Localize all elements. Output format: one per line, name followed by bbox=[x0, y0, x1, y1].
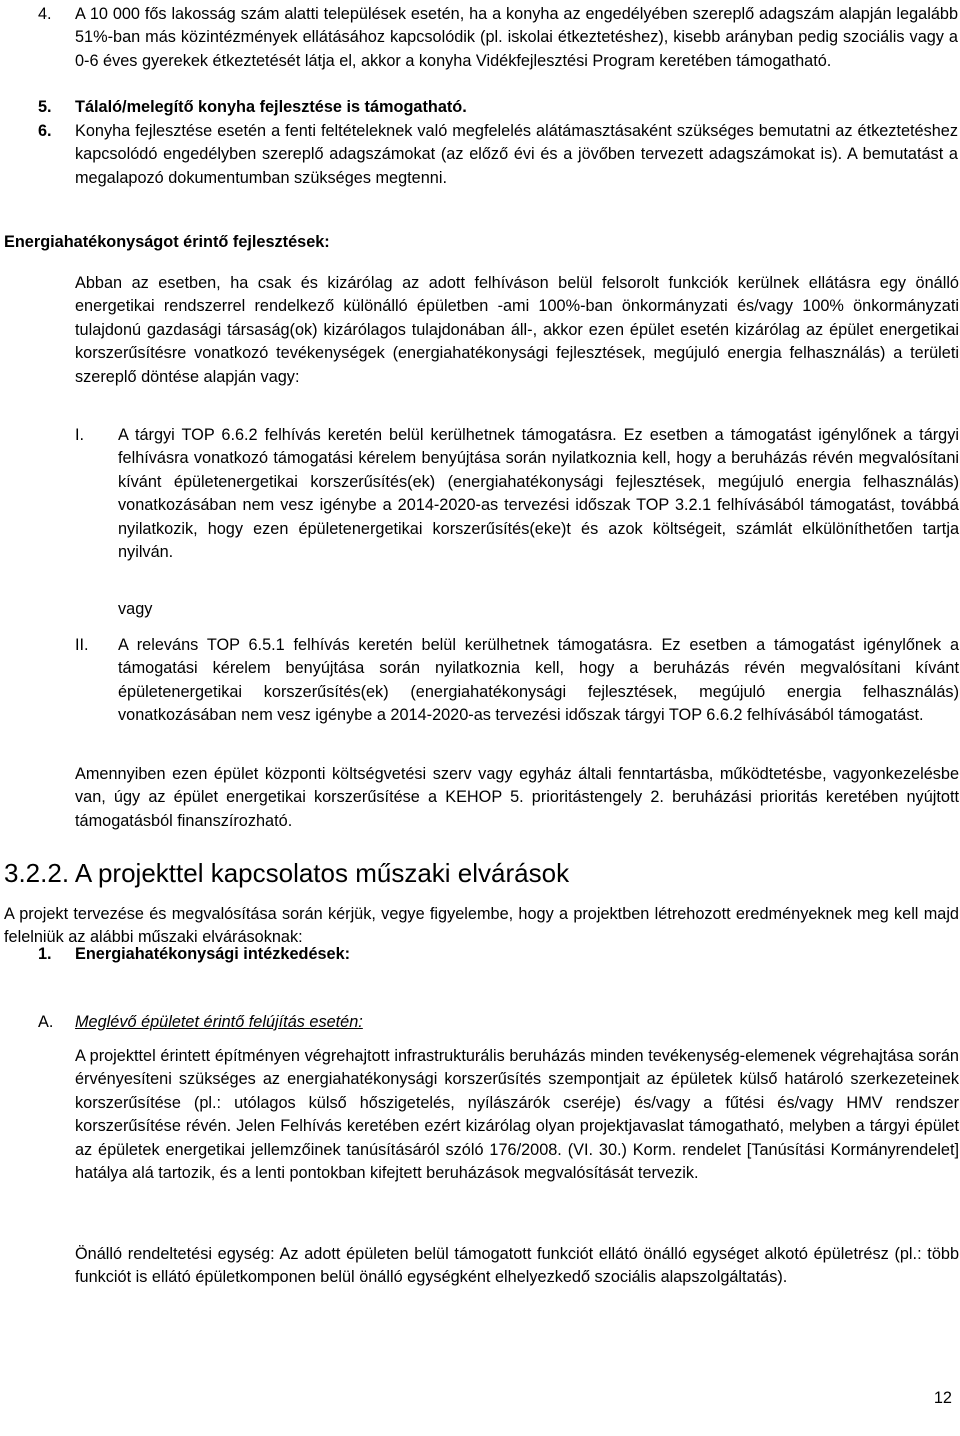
section-intro-paragraph: A projekt tervezése és megvalósítása során kérjük, vegye figyelembe, hogy a projektben létrehozott eredményeknek meg kell majd felelniük az alábbi műszaki elvárásoknak: bbox=[4, 905, 959, 947]
subheading-number: 1. bbox=[38, 945, 52, 963]
energy-heading: Energiahatékonyságot érintő fejlesztések: bbox=[4, 233, 330, 251]
roman-item-1 bbox=[75, 424, 959, 564]
vagy-label: vagy bbox=[118, 600, 153, 618]
roman-item-text: A releváns TOP 6.5.1 felhívás keretén belül kerülhetnek támogatásra. Ez esetben a támogatást igénylőnek a támogatási kérelem benyújtása során nyilatkoznia kell, hogy a beruházás révén megvalósítani kívánt épületenergetikai korszerűsítés(ek) (energiahatékonysági fejlesztések, megújuló energia felhasználás) vonatkozásában nem vesz igénybe a 2014-2020-as tervezési időszak tárgyi TOP 6.6.2 felhívásából támogatást. bbox=[118, 636, 959, 725]
roman-item-number: I. bbox=[75, 426, 85, 444]
energy-intro-paragraph: Abban az esetben, ha csak és kizárólag az adott felhíváson belül felsorolt funkciók kerülnek ellátásra egy önálló energetikai rendszerrel rendelkező különálló épületben -ami 100%-ban önkormányzati és/vagy 100% önkormányzati tulajdonú gazdasági társaság(ok) kizárólagos tulajdonában áll-, akkor ezen épület esetén kizárólag az épület energetikai korszerűsítésre vonatkozó tevékenységek (energiahatékonysági fejlesztések, megújuló energia felhasználás) a területi szereplő döntése alapján vagy: bbox=[75, 274, 959, 386]
list-item-4 bbox=[38, 3, 958, 73]
list-item-text: Konyha fejlesztése esetén a fenti feltételeknek való megfelelés alátámasztásaként szükséges bemutatni az étkeztetéshez kapcsolódó engedélyben szereplő adagszámokat (az előző évi és a jövőben tervezett adagszámokat is). A bemutatást a megalapozó dokumentumban szükséges megtenni. bbox=[75, 122, 958, 187]
list-item-number: 5. bbox=[38, 98, 52, 116]
page-number: 12 bbox=[933, 1389, 952, 1407]
list-item-6 bbox=[38, 120, 958, 190]
list-item-text: A 10 000 fős lakosság szám alatti települések esetén, ha a konyha az engedélyében szereplő adagszám alapján legalább 51%-ban más közintézmények ellátásához kapcsolódik (pl. iskolai étkeztetéshez), kisebb arányban pedig szociális vagy a 0-6 éves gyerekek étkeztetését látja el, akkor a konyha Vidékfejlesztési Program keretében támogatható. bbox=[75, 5, 958, 70]
list-item-number: 6. bbox=[38, 122, 52, 140]
paragraph-independent-unit: Önálló rendeltetési egység: Az adott épületen belül támogatott funkciót ellátó önálló egységet alkotó épületrész (pl.: több funkciót is ellátó épületkomponen belül önálló egységként elhelyezkedő szociális alapszolgáltatás). bbox=[75, 1245, 959, 1287]
list-item-text: Tálaló/melegítő konyha fejlesztése is támogatható. bbox=[75, 98, 467, 116]
roman-item-2 bbox=[75, 634, 959, 728]
section-title: 3.2.2. A projekttel kapcsolatos műszaki elvárások bbox=[4, 858, 570, 888]
roman-item-text: A tárgyi TOP 6.6.2 felhívás keretén belül kerülhetnek támogatásra. Ez esetben a támogatást igénylőnek a tárgyi felhívásra vonatkozó támogatási kérelem benyújtása során nyilatkoznia kell, hogy a beruházás révén megvalósítani kívánt épületenergetikai korszerűsítés(ek) (energiahatékonysági fejlesztések, megújuló energia felhasználás) vonatkozásában nem vesz igénybe a 2014-2020-as tervezési időszak TOP 3.2.1 felhívásából támogatást, továbbá nyilatkozik, hogy ezen épületenergetikai korszerűsítés(eke)t és azok költségeit, számlát elkülöníthetően tartja nyilván. bbox=[118, 426, 959, 562]
roman-item-number: II. bbox=[75, 636, 89, 654]
subsection-title: Meglévő épületet érintő felújítás esetén: bbox=[75, 1013, 363, 1031]
list-item-5 bbox=[38, 96, 958, 119]
paragraph-renovation: A projekttel érintett építményen végrehajtott infrastrukturális beruházás minden tevékenység-elemenek végrehajtása során érvényesíteni szükséges az energiahatékonysági korszerűsítés szempontjait az épületek külső határoló szerkezeteinek korszerűsítése (pl.: utólagos külső hőszigetelés, nyílászárók cseréje) és/vagy a fűtési és/vagy HMV rendszer korszerűsítése révén. Jelen Felhívás keretében ezért kizárólag olyan projektjavaslat támogatható, melyben a tárgyi épület az épületek energetikai jellemzőinek tanúsításáról szóló 176/2008. (VI. 30.) Korm. rendelet [Tanúsítási Kormányrendelet] hatálya alá tartozik, és a lenti pontokban kifejtett beruházások megvalósítását tervezik. bbox=[75, 1047, 959, 1183]
list-item-number: 4. bbox=[38, 5, 52, 23]
subsection-letter: A. bbox=[38, 1013, 54, 1031]
subheading-text: Energiahatékonysági intézkedések: bbox=[75, 945, 351, 963]
energy-outro-paragraph: Amennyiben ezen épület központi költségvetési szerv vagy egyház általi fenntartásba, működtetésbe, vagyonkezelésbe van, úgy az épület energetikai korszerűsítése a KEHOP 5. prioritástengely 2. beruházási prioritás keretében nyújtott támogatásból finanszírozható. bbox=[75, 765, 959, 830]
